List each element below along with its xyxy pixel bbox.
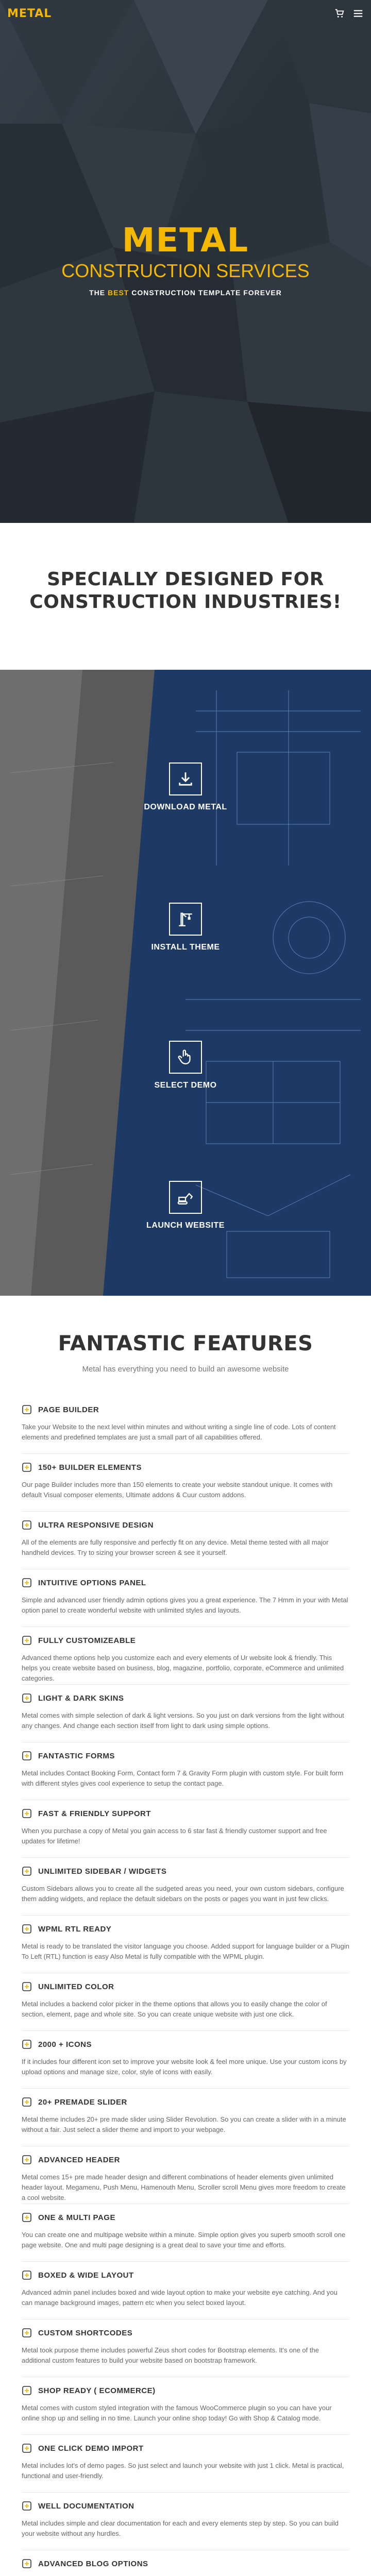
- designed-line-1: SPECIALLY DESIGNED FOR: [47, 569, 324, 590]
- feature-item: [22, 2089, 349, 2146]
- hand-pointer-icon: [177, 1048, 194, 1066]
- feature-head: [22, 1923, 349, 1935]
- feature-skins-icon: [22, 1693, 32, 1703]
- feature-title: FAST & FRIENDLY SUPPORT: [38, 1809, 151, 1818]
- feature-palette-icon: [22, 1981, 32, 1992]
- action-label: LAUNCH WEBSITE: [146, 1221, 225, 1230]
- features-section: [0, 1296, 371, 2576]
- feature-forms-icon: [22, 1751, 32, 1761]
- feature-title: PAGE BUILDER: [38, 1405, 99, 1414]
- feature-item: [22, 1454, 349, 1512]
- brand-logo[interactable]: METAL: [7, 7, 52, 20]
- feature-item: [22, 2435, 349, 2493]
- feature-description: Advanced theme options help you customize each and every elements of Ur website look & friendly. This helps you create website based on business, blog, magazine, portfolio, corporate, eCommerce and unlimited categories.: [22, 1654, 344, 1682]
- feature-item: [22, 1627, 349, 1685]
- feature-description: Simple and advanced user friendly admin options gives you a great experience. The 7 Hmm in your with Metal option panel to create wonderful website with unlimited styles and layouts.: [22, 1596, 348, 1614]
- feature-title: WPML RTL READY: [38, 1924, 112, 1934]
- hero-title: METAL: [122, 222, 249, 260]
- feature-devices-icon: [22, 1520, 32, 1530]
- feature-description: Metal theme includes 20+ pre made slider using Slider Revolution. So you can create a slider with in a minute without a fair. Just select a slider theme and import to your webpage.: [22, 2115, 346, 2133]
- hero-section: [0, 0, 371, 523]
- feature-description: Metal comes with simple selection of dark & light versions. So you just on dark versions from the light without any changes. And change each section itself from light to dark using simple options.: [22, 1711, 344, 1730]
- feature-blog-icon: [22, 2558, 32, 2569]
- feature-head: [22, 2269, 349, 2281]
- action-select-demo[interactable]: [134, 1041, 237, 1090]
- feature-head: [22, 1807, 349, 1820]
- feature-docs-icon: [22, 2501, 32, 2511]
- feature-head: [22, 1577, 349, 1589]
- feature-item: [22, 2550, 349, 2576]
- top-bar: [0, 0, 371, 27]
- crane-icon: [177, 910, 194, 928]
- feature-head: [22, 1980, 349, 1993]
- feature-shortcode-icon: [22, 2328, 32, 2338]
- feature-header-icon: [22, 2155, 32, 2165]
- feature-elements-icon: [22, 1462, 32, 1472]
- action-launch-website[interactable]: [134, 1181, 237, 1230]
- feature-description: Metal is ready to be translated the visitor language you choose. Added support for language builder or a Plugin To Left (RTL) function is easy Also Metal is fully compatible with the WPML plugin.: [22, 1942, 349, 1960]
- feature-star-icon: [22, 2039, 32, 2049]
- feature-item: [22, 1973, 349, 2031]
- feature-title: UNLIMITED SIDEBAR / WIDGETS: [38, 1867, 167, 1876]
- feature-title: ONE & MULTI PAGE: [38, 2213, 115, 2222]
- feature-item: [22, 1512, 349, 1569]
- feature-description: Metal includes Contact Booking Form, Contact form 7 & Gravity Form plugin with custom style. For built form with different styles gives cool experience to setup the contact page.: [22, 1769, 344, 1787]
- feature-description: If it includes four different icon set to improve your website look & feel more unique. Use your custom icons by upload options and manage size, color, style of icons with easily.: [22, 2058, 347, 2076]
- feature-title: FANTASTIC FORMS: [38, 1751, 115, 1760]
- feature-item: [22, 1800, 349, 1858]
- feature-item: [22, 1742, 349, 1800]
- feature-title: 150+ BUILDER ELEMENTS: [38, 1463, 142, 1472]
- feature-list: [22, 1396, 349, 2576]
- action-download-metal[interactable]: [134, 762, 237, 812]
- feature-shop-icon: [22, 2385, 32, 2396]
- feature-title: ONE CLICK DEMO IMPORT: [38, 2444, 144, 2453]
- feature-head: [22, 2442, 349, 2454]
- feature-title: FULLY CUSTOMIZEABLE: [38, 1636, 136, 1645]
- feature-item: [22, 2493, 349, 2550]
- feature-item: [22, 2204, 349, 2262]
- hero-content: [0, 223, 371, 297]
- feature-title: SHOP READY ( ECOMMERCE): [38, 2386, 156, 2395]
- feature-head: [22, 1461, 349, 1473]
- hero-tagline: [0, 289, 371, 297]
- feature-globe-icon: [22, 1924, 32, 1934]
- actions-section: [0, 670, 371, 1296]
- feature-head: [22, 1692, 349, 1704]
- feature-item: [22, 2319, 349, 2377]
- feature-head: [22, 2500, 349, 2512]
- feature-item: [22, 1396, 349, 1454]
- feature-head: [22, 2557, 349, 2570]
- tagline-prefix: THE: [89, 289, 108, 297]
- feature-item: [22, 2146, 349, 2204]
- action-install-theme[interactable]: [134, 903, 237, 952]
- feature-description: Metal comes 15+ pre made header design and different combinations of header elements given unlimited header layout. Megamenu, Push Menu, Hamenouth Menu, Scroller scroll Menu gives more freedom to create a cool website.: [22, 2173, 346, 2201]
- feature-layout-icon: [22, 2270, 32, 2280]
- feature-head: [22, 2327, 349, 2339]
- feature-description: Metal includes lot's of demo pages. So just select and launch your website with just 1 click. Metal is practical, functional and user-friendly.: [22, 2462, 344, 2480]
- feature-head: [22, 2096, 349, 2108]
- feature-description: Our page Builder includes more than 150 elements to create your website standout unique. It comes with default Visual composer elements, Ultimate addons & Cuur custom addons.: [22, 1481, 333, 1499]
- feature-title: WELL DOCUMENTATION: [38, 2501, 134, 2511]
- feature-title: ADVANCED HEADER: [38, 2155, 120, 2164]
- designed-heading: [0, 568, 371, 614]
- feature-item: [22, 1916, 349, 1973]
- features-title: FANTASTIC FEATURES: [58, 1332, 313, 1355]
- feature-title: 20+ PREMADE SLIDER: [38, 2097, 127, 2107]
- feature-description: When you purchase a copy of Metal you gain access to 6 star fast & friendly customer support and free updates for lifetime!: [22, 1827, 327, 1845]
- feature-head: [22, 2154, 349, 2166]
- feature-title: BOXED & WIDE LAYOUT: [38, 2270, 134, 2280]
- download-icon: [177, 770, 194, 788]
- feature-item: [22, 1858, 349, 1916]
- feature-title: LIGHT & DARK SKINS: [38, 1693, 124, 1703]
- designed-line-2: CONSTRUCTION INDUSTRIES!: [29, 591, 342, 613]
- feature-head: [22, 1519, 349, 1531]
- excavator-icon: [177, 1189, 194, 1206]
- feature-description: Take your Website to the next level within minutes and without writing a single line of code. Lots of content elements and predefined templates are just a small part of all capabilities offered.: [22, 1423, 336, 1441]
- feature-title: ULTRA RESPONSIVE DESIGN: [38, 1520, 154, 1530]
- feature-sliders-icon: [22, 1578, 32, 1588]
- feature-description: Custom Sidebars allows you to create all the sudgeted areas you need, your own custom sidebars, configure them adding widgets, and replace the default sidebars on the posts or pages you want in just few clicks.: [22, 1885, 344, 1903]
- feature-description: Metal includes a backend color picker in the theme options that allows you to easily change the color of section, element, page and whole site. So you can create unique website with just one click.: [22, 2000, 327, 2018]
- designed-section: [0, 523, 371, 670]
- feature-item: [22, 1685, 349, 1742]
- feature-description: All of the elements are fully responsive and perfectly fit on any device. Metal theme tested with all major handheld devices. Try to sizing your browser screen & see it yourself.: [22, 1538, 329, 1556]
- feature-build-icon: [22, 1404, 32, 1415]
- feature-sidebar-icon: [22, 1866, 32, 1876]
- feature-description: You can create one and multipage website within a minute. Simple option gives you superb smooth scroll one page website. One and multi page designing is a great deal to save your time and efforts.: [22, 2231, 346, 2249]
- feature-description: Advanced admin panel includes boxed and wide layout option to make your website eye catching. And you can manage background images, pattern etc when you select boxed layout.: [22, 2289, 338, 2307]
- feature-title: UNLIMITED COLOR: [38, 1982, 114, 1991]
- feature-head: [22, 2384, 349, 2397]
- feature-head: [22, 1750, 349, 1762]
- feature-description: Metal comes with custom styled integration with the famous WooCommerce plugin so you can have your online shop up and selling in no time. Launch your online shop today! Go with Shop & Catalog mode.: [22, 2404, 332, 2422]
- feature-description: Metal took purpose theme includes powerful Zeus short codes for Bootstrap elements. It's one of the additional custom features to build your website based on bootstrap framework.: [22, 2346, 319, 2364]
- tagline-suffix: CONSTRUCTION TEMPLATE FOREVER: [129, 289, 282, 297]
- feature-head: [22, 2211, 349, 2224]
- feature-title: CUSTOM SHORTCODES: [38, 2328, 133, 2337]
- action-label: DOWNLOAD METAL: [144, 803, 227, 811]
- action-label: SELECT DEMO: [154, 1081, 217, 1090]
- feature-item: [22, 2377, 349, 2435]
- feature-title: INTUITIVE OPTIONS PANEL: [38, 1578, 146, 1587]
- feature-description: Metal includes simple and clear documentation for each and every elements step by step. So you can build your website without any hurdles.: [22, 2519, 339, 2537]
- action-label: INSTALL THEME: [151, 943, 220, 952]
- features-intro: Metal has everything you need to build an awesome website: [82, 1365, 289, 1374]
- cart-icon[interactable]: [334, 8, 345, 19]
- feature-head: [22, 1634, 349, 1647]
- menu-icon[interactable]: [352, 8, 364, 19]
- feature-title: 2000 + ICONS: [38, 2040, 92, 2049]
- feature-head: [22, 1865, 349, 1877]
- feature-pages-icon: [22, 2212, 32, 2223]
- feature-item: [22, 2262, 349, 2319]
- feature-customize-icon: [22, 1635, 32, 1646]
- hero-subtitle: CONSTRUCTION SERVICES: [61, 260, 310, 281]
- feature-import-icon: [22, 2443, 32, 2453]
- feature-item: [22, 1569, 349, 1627]
- feature-head: [22, 2038, 349, 2050]
- tagline-highlight: BEST: [108, 289, 129, 297]
- feature-title: ADVANCED BLOG OPTIONS: [38, 2559, 148, 2568]
- feature-item: [22, 2031, 349, 2089]
- feature-slider-icon: [22, 2097, 32, 2107]
- feature-head: [22, 1403, 349, 1416]
- feature-support-icon: [22, 1808, 32, 1819]
